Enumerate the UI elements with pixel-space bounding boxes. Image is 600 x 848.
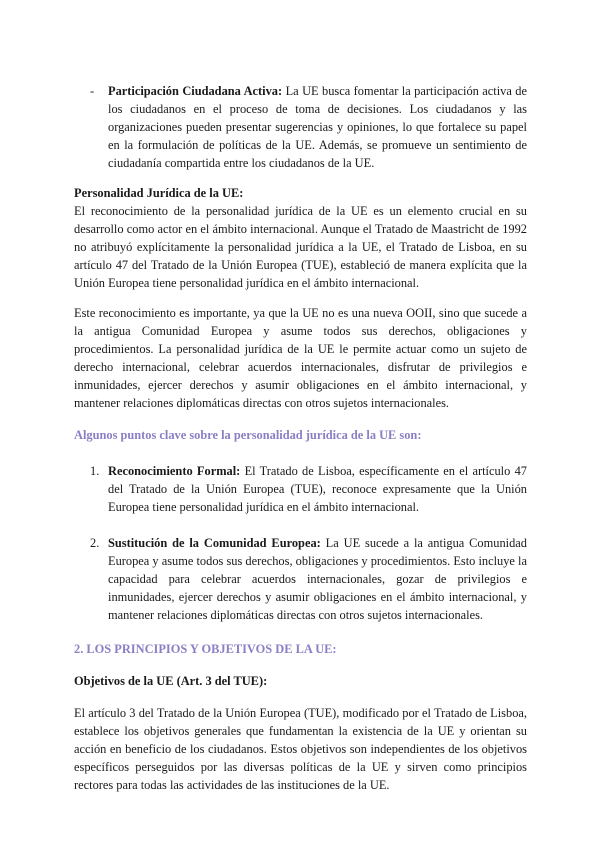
key-points-heading: Algunos puntos clave sobre la personalidad jurídica de la UE son:	[74, 428, 422, 442]
bullet-text: La UE busca fomentar la participación activa de los ciudadanos en el proceso de toma de decisiones. Los ciudadanos y las organizaciones pueden presentar sugerencias y opiniones, lo que fortalece su papel en la formulación de políticas de la UE. Además, se promueve un sentimiento de ciudadanía compartida entre los ciudadanos de la UE.	[108, 84, 527, 170]
personalidad-paragraph-2: Este reconocimiento es importante, ya que la UE no es una nueva OOII, sino que sucede a la antigua Comunidad Europea y asume todos sus derechos, obligaciones y procedimientos. La personalidad jurídica de la UE le permite actuar como un sujeto de derecho internacional, celebrar acuerdos internacionales, disfrutar de privilegios e inmunidades, ejercer derechos y asumir obligaciones en el ámbito internacional, y mantener relaciones diplomáticas directas con otros sujetos internacionales.	[74, 306, 527, 410]
section-2-title: 2. LOS PRINCIPIOS Y OBJETIVOS DE LA UE:	[74, 642, 337, 656]
key-point-text: La UE sucede a la antigua Comunidad Europea y asume todos sus derechos, obligaciones y procedimientos. Esto incluye la capacidad para celebrar acuerdos internacionales, gozar de privilegios e inmunidades, ejercer derechos y asumir obligaciones en el ámbito internacional, y mantener relaciones diplomáticas directas con otros sujetos internacionales.	[108, 536, 527, 622]
document-page	[74, 82, 527, 794]
key-point-paragraph	[108, 462, 527, 516]
key-point-paragraph	[108, 534, 527, 624]
personalidad-heading: Personalidad Jurídica de la UE:	[74, 186, 244, 200]
key-point-text: El Tratado de Lisboa, específicamente en el artículo 47 del Tratado de la Unión Europea (TUE), reconoce expresamente que la Unión Europea tiene personalidad jurídica en el ámbito internacional.	[108, 464, 527, 514]
bullet-participacion	[74, 82, 527, 172]
key-point-number: 1.	[90, 464, 100, 478]
bullet-title: Participación Ciudadana Activa:	[108, 84, 283, 98]
key-point-item	[74, 462, 527, 516]
personalidad-paragraph-1: El reconocimiento de la personalidad jurídica de la UE es un elemento crucial en su desarrollo como actor en el ámbito internacional. Aunque el Tratado de Maastricht de 1992 no atribuyó explícitamente la personalidad jurídica a la UE, el Tratado de Lisboa, en su artículo 47 del Tratado de la Unión Europea (TUE), estableció de manera explícita que la Unión Europea tiene personalidad jurídica en el ámbito internacional.	[74, 204, 527, 290]
bullet-paragraph	[108, 82, 527, 172]
bullet-marker: -	[90, 84, 95, 98]
key-point-item	[74, 534, 527, 624]
key-point-title: Reconocimiento Formal:	[108, 464, 241, 478]
objetivos-subheading: Objetivos de la UE (Art. 3 del TUE):	[74, 674, 268, 688]
objetivos-paragraph: El artículo 3 del Tratado de la Unión Europea (TUE), modificado por el Tratado de Lisboa, establece los objetivos generales que fundamentan la existencia de la UE y orientan su acción en beneficio de los ciudadanos. Estos objetivos son independientes de los objetivos específicos perseguidos por las diversas políticas de la UE y sirven como principios rectores para todas las actividades de las instituciones de la UE.	[74, 706, 527, 792]
key-point-title: Sustitución de la Comunidad Europea:	[108, 536, 321, 550]
key-point-number: 2.	[90, 536, 100, 550]
